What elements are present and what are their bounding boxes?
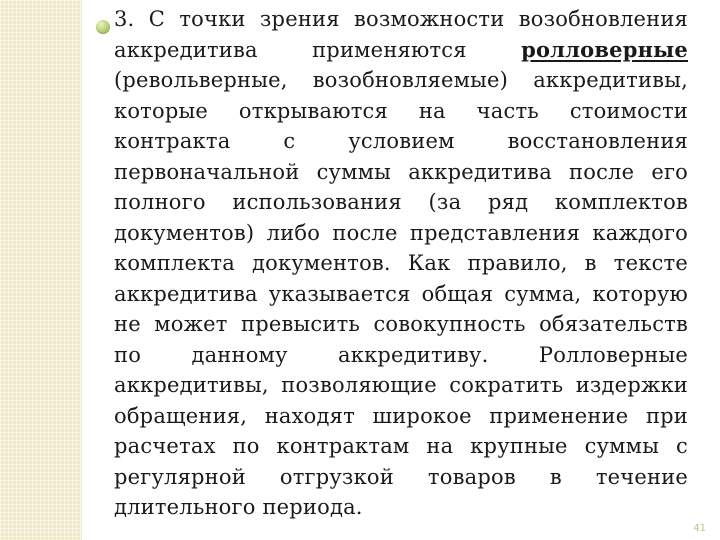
- paragraph-text-before-term: 3. С точки зрения возможности возобновления аккредитива применяются: [114, 7, 688, 62]
- decorative-left-strip: [0, 0, 82, 540]
- page-number: 41: [693, 523, 706, 534]
- paragraph-text-after-term: (револьверные, возобновляемые) аккредитивы, которые открываются на часть стоимости контракта с условием восстановления первоначальной суммы аккредитива после его полного использования (за ряд комплектов документов) либо после представления каждого комплекта документов. Как правило, в тексте аккредитива указывается общая сумма, которую не может превысить совокупность обязательств по данному аккредитиву. Ролловерные аккредитивы, позволяющие сократить издержки обращения, находят широкое применение при расчетах по контрактам на крупные суммы с регулярной отгрузкой товаров в течение длительного периода.: [114, 68, 688, 519]
- slide-paragraph: [114, 4, 688, 523]
- bullet-icon: [96, 20, 110, 34]
- highlighted-term: ролловерные: [521, 36, 688, 62]
